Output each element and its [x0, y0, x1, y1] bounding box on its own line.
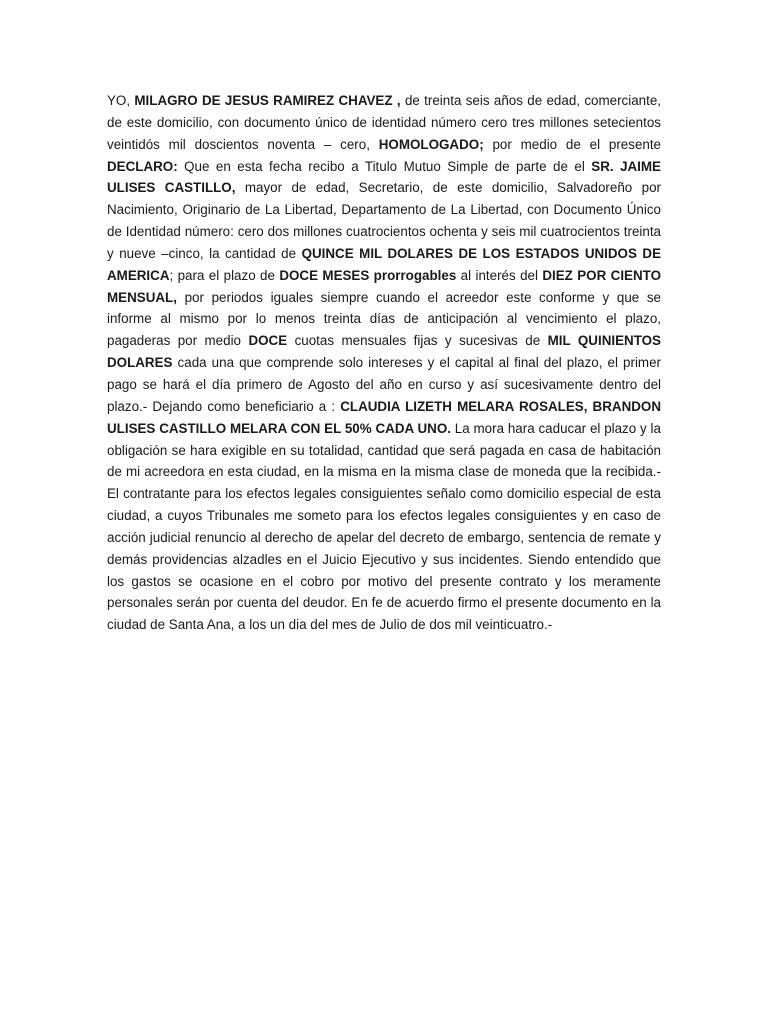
- text-segment: de treinta seis años de edad, comerciante, de este domicilio, con documento único de identidad número cero tres millones setecientos veintidós mil doscientos noventa – cero,: [107, 93, 661, 152]
- text-segment: cuotas mensuales fijas y sucesivas de: [287, 333, 548, 349]
- creditor-name: SR. JAIME ULISES CASTILLO,: [107, 158, 661, 196]
- text-segment: por periodos iguales siempre cuando el acreedor este conforme y que se informe al mismo por lo menos treinta días de anticipación al vencimiento el plazo, pagaderas por medio: [107, 289, 661, 349]
- debtor-name: MILAGRO DE JESUS RAMIREZ CHAVEZ ,: [134, 93, 401, 108]
- installment-count: DOCE: [248, 333, 288, 349]
- interest-rate: DIEZ POR CIENTO MENSUAL,: [107, 267, 661, 305]
- homologado-term: HOMOLOGADO;: [378, 136, 484, 152]
- text-segment: Que en esta fecha recibo a Titulo Mutuo Simple de parte de el: [177, 158, 592, 174]
- loan-term: DOCE MESES prorrogables: [279, 267, 457, 283]
- declaro-term: DECLARO:: [107, 158, 178, 174]
- text-segment: al interés del: [456, 267, 543, 283]
- text-segment: ; para el plazo de: [169, 267, 280, 283]
- text-segment: YO,: [107, 93, 135, 108]
- installment-amount: MIL QUINIENTOS DOLARES: [107, 333, 661, 371]
- text-segment: por medio de el presente: [483, 136, 662, 152]
- beneficiaries: CLAUDIA LIZETH MELARA ROSALES, BRANDON ULISES CASTILLO MELARA CON EL 50% CADA UNO.: [107, 398, 661, 436]
- loan-amount: QUINCE MIL DOLARES DE LOS ESTADOS UNIDOS DE AMERICA: [107, 245, 662, 283]
- text-segment: cada una que comprende solo intereses y el capital al final del plazo, el primer pago se hará el día primero de Agosto del año en curso y así sucesivamente dentro del plazo.- Dejando como beneficiario a :: [107, 355, 661, 414]
- contract-paragraph: [107, 90, 661, 636]
- text-segment: mayor de edad, Secretario, de este domicilio, Salvadoreño por Nacimiento, Originario de La Libertad, Departamento de La Libertad, con Documento Único de Identidad número: cero dos millones cuatrocientos ochenta y seis mil cuatrocientos treinta y nueve –cinco, la cantidad de: [107, 180, 661, 261]
- text-segment: La mora hara caducar el plazo y la obligación se hara exigible en su totalidad, cantidad que será pagada en casa de habitación de mi acreedora en esta ciudad, en la misma en la misma clase de moneda que la recibida.- El contratante para los efectos legales consiguientes señalo como domicilio especial de esta ciudad, a cuyos Tribunales me someto para los efectos legales consiguientes y en caso de acción judicial renuncio al derecho de apelar del decreto de embargo, sentencia de remate y demás providencias alzadles en el Juicio Ejecutivo y sus incidentes. Siendo entendido que los gastos se ocasione en el cobro por motivo del presente contrato y los meramente personales serán por cuenta del deudor. En fe de acuerdo firmo el presente documento en la ciudad de Santa Ana, a los un dia del mes de Julio de dos mil veinticuatro.-: [107, 420, 661, 633]
